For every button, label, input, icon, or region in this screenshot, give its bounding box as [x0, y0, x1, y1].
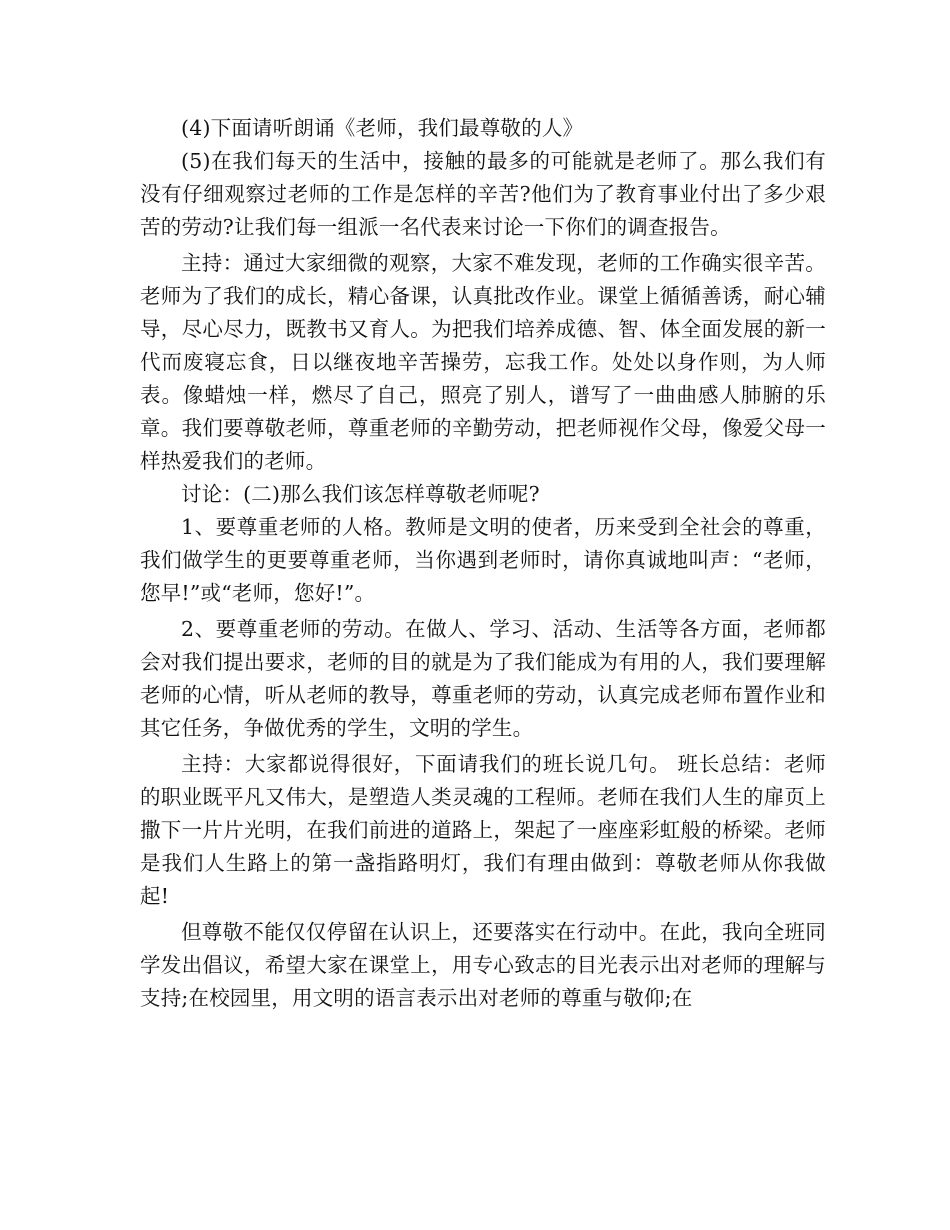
paragraph-discussion: 讨论：(二)那么我们该怎样尊敬老师呢? — [181, 482, 540, 506]
paragraph-host-summary: 主持：通过大家细微的观察，大家不难发现，老师的工作确实很辛苦。老师为了我们的成长，精心备课，认真批改作业。课堂上循循善诱，耐心辅导，尽心尽力，既教书又育人。为把我们培养成德、智、体全面发展的新一代而废寝忘食，日以继夜地辛苦操劳，忘我工作。处处以身作则，为人师表。像蜡烛一样，燃尽了自己，照亮了别人，谱写了一曲曲感人肺腑的乐章。我们要尊敬老师，尊重老师的辛勤劳动，把老师视作父母，像爱父母一样热爱我们的老师。 — [140, 251, 826, 473]
paragraph-initiative: 但尊敬不能仅仅停留在认识上，还要落实在行动中。在此，我向全班同学发出倡议，希望大家在课堂上，用专心致志的目光表示出对老师的理解与支持;在校园里，用文明的语言表示出对老师的尊重与敬仰;在 — [140, 920, 826, 1010]
paragraph-observation: (5)在我们每天的生活中，接触的最多的可能就是老师了。那么我们有没有仔细观察过老师的工作是怎样的辛苦?他们为了教育事业付出了多少艰苦的劳动?让我们每一组派一名代表来讨论一下你们的调查报告。 — [140, 149, 826, 239]
paragraph-monitor-summary: 主持：大家都说得很好，下面请我们的班长说几句。 班长总结：老师的职业既平凡又伟大，是塑造人类灵魂的工程师。老师在我们人生的扉页上撒下一片片光明，在我们前进的道路上，架起了一座座彩虹般的桥梁。老师是我们人生路上的第一盏指路明灯，我们有理由做到：尊敬老师从你我做起! — [140, 752, 826, 908]
paragraph-point-1: 1、要尊重老师的人格。教师是文明的使者，历来受到全社会的尊重，我们做学生的更要尊重老师，当你遇到老师时，请你真诚地叫声：“老师，您早!”或“老师，您好!”。 — [140, 515, 826, 605]
paragraph-recitation: (4)下面请听朗诵《老师，我们最尊敬的人》 — [181, 116, 584, 140]
document-body — [140, 112, 826, 1015]
paragraph-point-2: 2、要尊重老师的劳动。在做人、学习、活动、生活等各方面，老师都会对我们提出要求，老师的目的就是为了我们能成为有用的人，我们要理解老师的心情，听从老师的教导，尊重老师的劳动，认真完成老师布置作业和其它任务，争做优秀的学生，文明的学生。 — [140, 617, 826, 740]
